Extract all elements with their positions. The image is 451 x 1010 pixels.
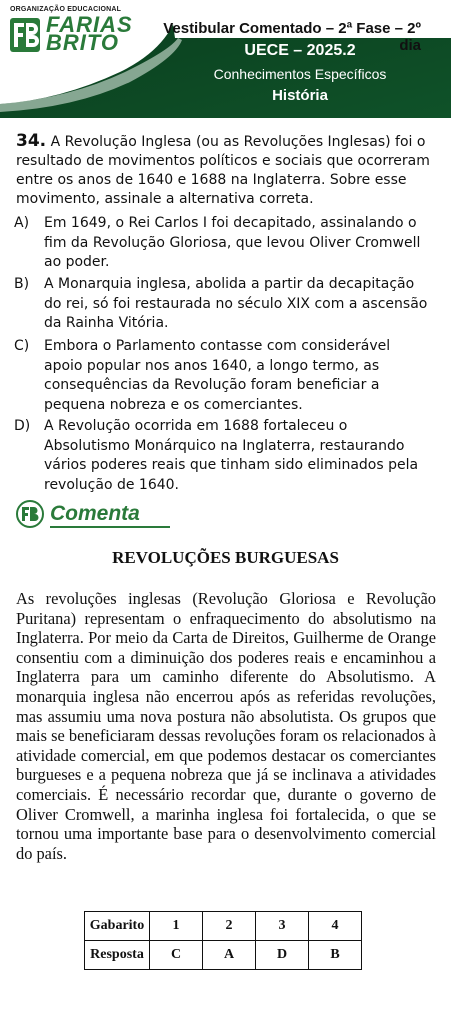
alternative-text: Embora o Parlamento contasse com considerável apoio popular nos anos 1640, a longo termo, as consequências da Revolução foram beneficiar a pequena nobreza e os comerciantes.	[44, 338, 391, 413]
question-number-cell: 4	[309, 912, 362, 941]
alternative-b	[14, 275, 432, 334]
org-label: ORGANIZAÇÃO EDUCACIONAL	[10, 6, 122, 13]
page-header	[0, 0, 451, 118]
section-title: REVOLUÇÕES BURGUESAS	[112, 548, 339, 567]
alternative-letter: A)	[14, 215, 30, 231]
table-row	[85, 941, 362, 970]
exam-name: UECE – 2025.2	[244, 42, 356, 59]
alternative-text: Em 1649, o Rei Carlos I foi decapitado, assinalando o fim da Revolução Gloriosa, que levou Oliver Cromwell ao poder.	[44, 215, 421, 270]
alternative-letter: C)	[14, 338, 30, 354]
question-number-cell: 2	[203, 912, 256, 941]
answer-cell: B	[309, 941, 362, 970]
header-subtitle: Conhecimentos Específicos	[213, 66, 387, 82]
alternative-letter: B)	[14, 276, 30, 292]
farias-brito-logo-icon	[10, 18, 40, 52]
alternative-text: A Monarquia inglesa, abolida a partir da decapitação do rei, só foi restaurada no século XIX com a ascensão da Rainha Vitória.	[44, 276, 428, 331]
table-header-label: Gabarito	[85, 912, 150, 941]
alternative-text: A Revolução ocorrida em 1688 fortaleceu o Absolutismo Monárquico na Inglaterra, restaurando vários poderes reais que tinham sido eliminados pela revolução de 1640.	[44, 418, 419, 493]
brand-name-line2: BRITO	[46, 30, 120, 55]
answer-cell: D	[256, 941, 309, 970]
comenta-underline	[50, 526, 170, 528]
alternative-letter: D)	[14, 418, 31, 434]
farias-brito-badge-icon	[16, 500, 44, 528]
alternative-c	[14, 337, 432, 415]
comenta-heading	[16, 500, 176, 530]
table-row-label: Resposta	[85, 941, 150, 970]
alternative-a	[14, 214, 432, 273]
subject-name: História	[272, 87, 328, 104]
question-text: A Revolução Inglesa (ou as Revoluções Inglesas) foi o resultado de movimentos políticos e sociais que ocorreram entre os anos de 1640 e 1688 na Inglaterra. Sobre esse movimento, assinale a alternativa correta.	[16, 134, 430, 207]
table-row	[85, 912, 362, 941]
brand-name-line1: FARIAS	[46, 12, 133, 37]
question-number-cell: 1	[150, 912, 203, 941]
alternative-d	[14, 417, 432, 495]
question-number-cell: 3	[256, 912, 309, 941]
question-number: 34.	[16, 131, 47, 151]
header-title: Vestibular Comentado – 2ª Fase – 2º dia	[163, 20, 421, 54]
answer-key-table	[84, 911, 362, 970]
commentary-text: As revoluções inglesas (Revolução Gloriosa e Revolução Puritana) representam o enfraquecimento do absolutismo na Inglaterra. Por meio da Carta de Direitos, Guilherme de Orange consentiu com a diminuição dos poderes reais e encaminhou a Inglaterra para um caminho diferente do Absolutismo. A monarquia inglesa não encerrou após as referidas revoluções, mas assumiu uma nova postura não absolutista. Os grupos que mais se beneficiaram dessas revoluções foram os relacionados à atividade comercial, em que podemos destacar os comerciantes burgueses e a pequena nobreza que já se inclinava a atividades comerciais. É necessário recordar que, durante o governo de Oliver Cromwell, a marinha inglesa foi fortalecida, o que se tornou uma importante base para o desenvolvimento comercial do país.	[16, 589, 436, 863]
answer-cell: A	[203, 941, 256, 970]
question-stem	[16, 132, 438, 209]
comenta-label: Comenta	[50, 502, 140, 525]
answer-cell: C	[150, 941, 203, 970]
